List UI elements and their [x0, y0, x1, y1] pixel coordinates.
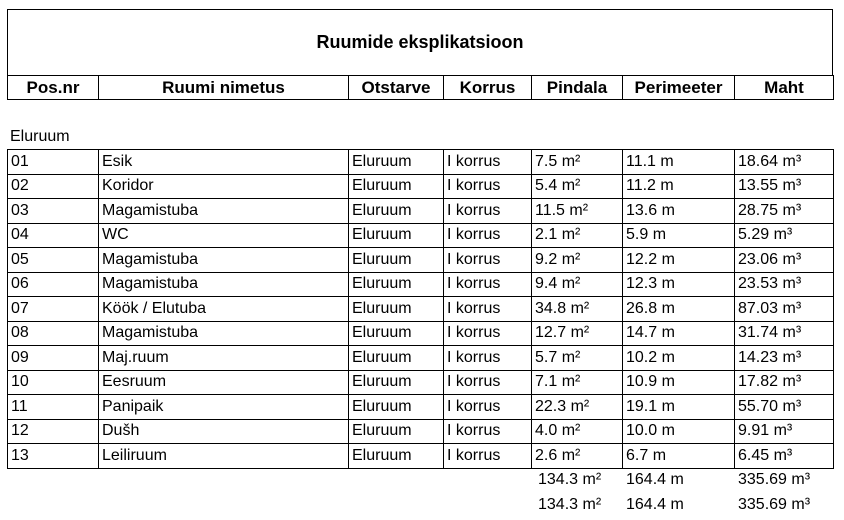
cell-purpose: Eluruum [349, 297, 444, 322]
table-row [8, 297, 834, 322]
cell-pos: 04 [8, 223, 99, 248]
cell-pos: 08 [8, 321, 99, 346]
cell-purpose: Eluruum [349, 223, 444, 248]
table-row [8, 444, 834, 469]
cell-pos: 11 [8, 395, 99, 420]
cell-floor: I korrus [444, 223, 532, 248]
cell-pos: 09 [8, 346, 99, 371]
cell-purpose: Eluruum [349, 370, 444, 395]
cell-perimeter: 13.6 m [623, 199, 735, 224]
col-header-volume: Maht [735, 76, 834, 100]
cell-purpose: Eluruum [349, 150, 444, 175]
cell-volume: 14.23 m³ [735, 346, 834, 371]
cell-area: 2.1 m² [532, 223, 623, 248]
subtotal-area: 134.3 m² [538, 471, 602, 488]
table-row [8, 223, 834, 248]
cell-name: Panipaik [99, 395, 349, 420]
cell-name: Magamistuba [99, 272, 349, 297]
cell-floor: I korrus [444, 346, 532, 371]
cell-floor: I korrus [444, 248, 532, 273]
cell-perimeter: 10.2 m [623, 346, 735, 371]
cell-name: Magamistuba [99, 321, 349, 346]
cell-pos: 07 [8, 297, 99, 322]
cell-purpose: Eluruum [349, 248, 444, 273]
cell-floor: I korrus [444, 321, 532, 346]
total-area: 134.3 m² [538, 496, 602, 513]
cell-name: WC [99, 223, 349, 248]
cell-name: Maj.ruum [99, 346, 349, 371]
cell-volume: 23.06 m³ [735, 248, 834, 273]
cell-perimeter: 12.3 m [623, 272, 735, 297]
col-header-area: Pindala [532, 76, 623, 100]
title-box [7, 9, 833, 75]
cell-floor: I korrus [444, 419, 532, 444]
cell-volume: 23.53 m³ [735, 272, 834, 297]
cell-area: 22.3 m² [532, 395, 623, 420]
cell-volume: 6.45 m³ [735, 444, 834, 469]
cell-area: 7.5 m² [532, 150, 623, 175]
cell-perimeter: 26.8 m [623, 297, 735, 322]
cell-name: Magamistuba [99, 248, 349, 273]
cell-pos: 05 [8, 248, 99, 273]
cell-purpose: Eluruum [349, 321, 444, 346]
cell-volume: 17.82 m³ [735, 370, 834, 395]
cell-pos: 06 [8, 272, 99, 297]
cell-name: Magamistuba [99, 199, 349, 224]
cell-floor: I korrus [444, 444, 532, 469]
header-row [8, 76, 834, 100]
cell-floor: I korrus [444, 150, 532, 175]
cell-volume: 9.91 m³ [735, 419, 834, 444]
rooms-table-body [8, 150, 834, 469]
cell-perimeter: 6.7 m [623, 444, 735, 469]
cell-purpose: Eluruum [349, 174, 444, 199]
cell-name: Leiliruum [99, 444, 349, 469]
cell-area: 11.5 m² [532, 199, 623, 224]
cell-name: Esik [99, 150, 349, 175]
table-row [8, 174, 834, 199]
cell-perimeter: 5.9 m [623, 223, 735, 248]
cell-area: 4.0 m² [532, 419, 623, 444]
cell-floor: I korrus [444, 199, 532, 224]
cell-perimeter: 11.2 m [623, 174, 735, 199]
cell-floor: I korrus [444, 395, 532, 420]
cell-pos: 02 [8, 174, 99, 199]
cell-perimeter: 14.7 m [623, 321, 735, 346]
cell-pos: 10 [8, 370, 99, 395]
total-volume: 335.69 m³ [738, 496, 811, 513]
cell-purpose: Eluruum [349, 419, 444, 444]
cell-purpose: Eluruum [349, 199, 444, 224]
subtotal-row [0, 471, 844, 495]
section-label: Eluruum [10, 128, 70, 145]
cell-volume: 31.74 m³ [735, 321, 834, 346]
cell-pos: 12 [8, 419, 99, 444]
cell-name: Köök / Elutuba [99, 297, 349, 322]
cell-volume: 55.70 m³ [735, 395, 834, 420]
cell-volume: 18.64 m³ [735, 150, 834, 175]
cell-volume: 28.75 m³ [735, 199, 834, 224]
table-row [8, 346, 834, 371]
cell-purpose: Eluruum [349, 444, 444, 469]
cell-perimeter: 19.1 m [623, 395, 735, 420]
header-row-table [7, 75, 834, 100]
cell-floor: I korrus [444, 297, 532, 322]
cell-floor: I korrus [444, 370, 532, 395]
cell-perimeter: 11.1 m [623, 150, 735, 175]
table-row [8, 321, 834, 346]
cell-volume: 5.29 m³ [735, 223, 834, 248]
cell-name: Dušh [99, 419, 349, 444]
cell-volume: 13.55 m³ [735, 174, 834, 199]
table-row [8, 199, 834, 224]
table-title: Ruumide eksplikatsioon [316, 32, 524, 52]
total-perimeter: 164.4 m [626, 496, 684, 513]
cell-area: 5.7 m² [532, 346, 623, 371]
col-header-floor: Korrus [444, 76, 532, 100]
table-row [8, 272, 834, 297]
col-header-perimeter: Perimeeter [623, 76, 735, 100]
cell-pos: 03 [8, 199, 99, 224]
table-row [8, 150, 834, 175]
cell-purpose: Eluruum [349, 346, 444, 371]
cell-purpose: Eluruum [349, 395, 444, 420]
col-header-pos: Pos.nr [8, 76, 99, 100]
cell-area: 5.4 m² [532, 174, 623, 199]
cell-name: Koridor [99, 174, 349, 199]
rooms-table [7, 149, 834, 469]
table-row [8, 395, 834, 420]
total-row [0, 496, 844, 520]
cell-area: 9.4 m² [532, 272, 623, 297]
cell-area: 9.2 m² [532, 248, 623, 273]
cell-area: 2.6 m² [532, 444, 623, 469]
cell-name: Eesruum [99, 370, 349, 395]
subtotal-volume: 335.69 m³ [738, 471, 811, 488]
table-row [8, 248, 834, 273]
cell-pos: 01 [8, 150, 99, 175]
subtotal-perimeter: 164.4 m [626, 471, 684, 488]
cell-area: 12.7 m² [532, 321, 623, 346]
cell-purpose: Eluruum [349, 272, 444, 297]
col-header-purpose: Otstarve [349, 76, 444, 100]
cell-perimeter: 12.2 m [623, 248, 735, 273]
cell-area: 7.1 m² [532, 370, 623, 395]
col-header-name: Ruumi nimetus [99, 76, 349, 100]
cell-perimeter: 10.9 m [623, 370, 735, 395]
cell-pos: 13 [8, 444, 99, 469]
cell-perimeter: 10.0 m [623, 419, 735, 444]
table-row [8, 370, 834, 395]
cell-floor: I korrus [444, 174, 532, 199]
cell-floor: I korrus [444, 272, 532, 297]
table-row [8, 419, 834, 444]
cell-volume: 87.03 m³ [735, 297, 834, 322]
cell-area: 34.8 m² [532, 297, 623, 322]
